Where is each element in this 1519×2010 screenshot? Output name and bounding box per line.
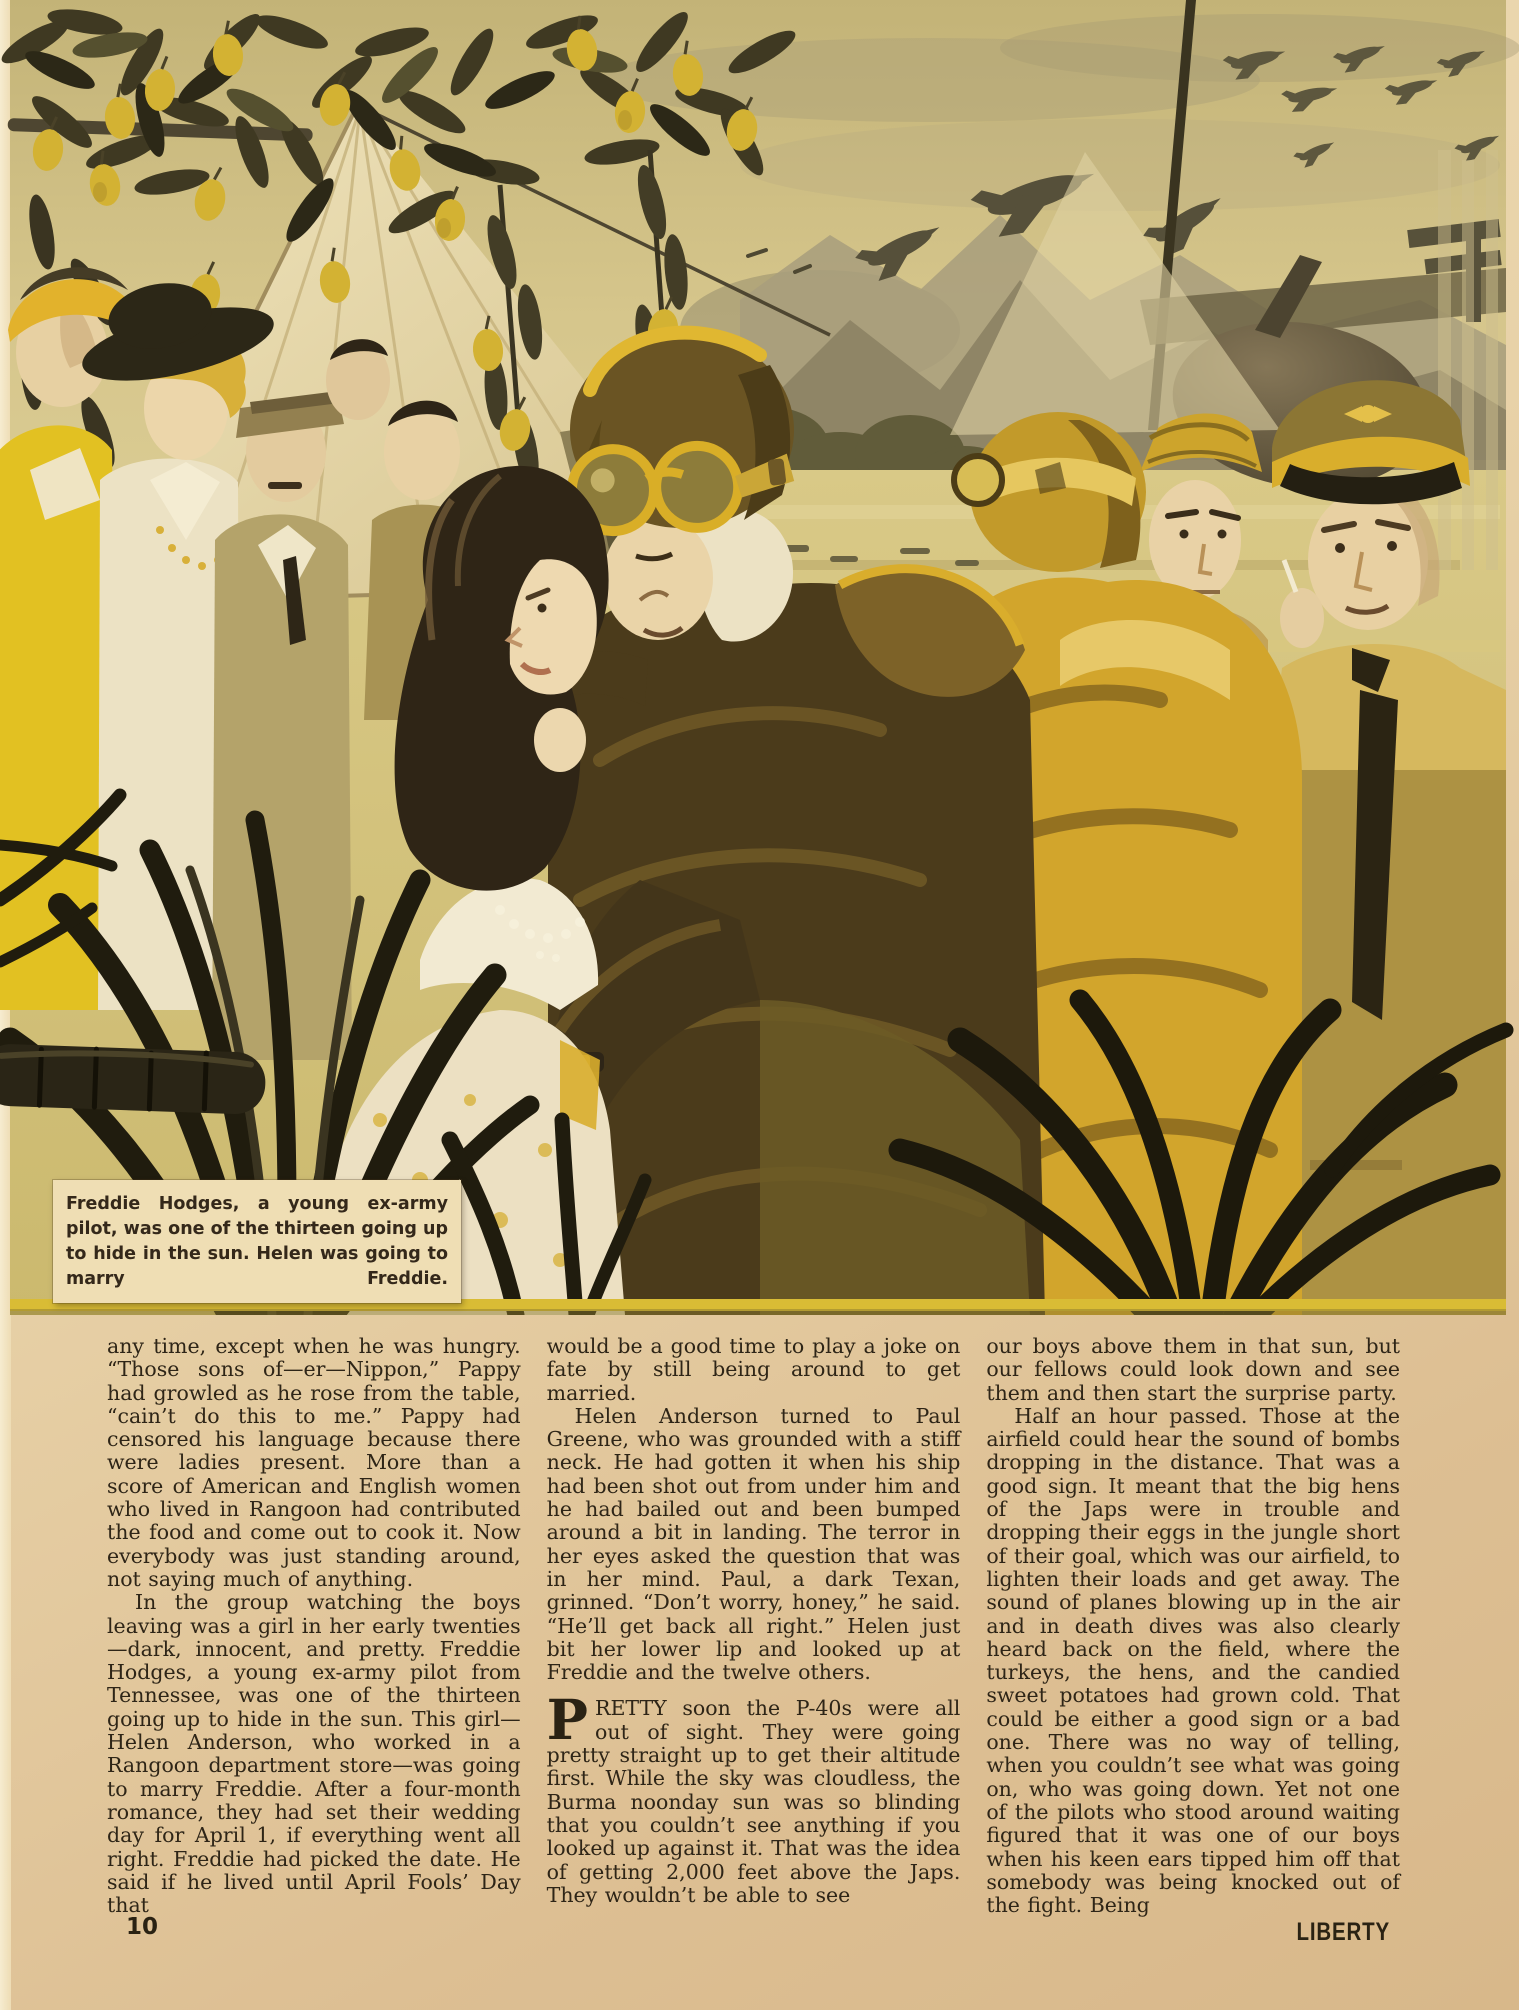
paragraph: In the group watching the boys leaving was a girl in her early twenties—dark, innocent, and pretty. Freddie Hodges, a young ex-army pilot from Tennessee, was one of the thirteen going up to hide in the sun. This girl—Helen Anderson, who worked in a Rangoon department store—was going to marry Freddie. After a four-month romance, they had set their wedding day for April 1, if everything went all right. Freddie had picked the date. He said if he lived until April Fools’ Day that <box>107 1590 521 1918</box>
paragraph: our boys above them in that sun, but our fellows could look down and see them and then start the surprise party. <box>986 1334 1401 1405</box>
article-column-3 <box>986 1335 1400 1917</box>
drop-cap: P <box>546 1687 589 1753</box>
page-number: 10 <box>126 1914 159 1940</box>
paragraph: Half an hour passed. Those at the airfield could hear the sound of bombs dropping in the distance. That was a good sign. It meant that the big hens of the Japs were in trouble and dropping their eggs in the jungle short of their goal, which was our airfield, to lighten their loads and get away. The sound of planes blowing up in the air and in death dives was also clearly heard back on the field, where the turkeys, the hens, and the candied sweet potatoes had grown cold. That could be either a good sign or a bad one. There was no way of telling, when you couldn’t see what was going on, who was going down. Yet not one of the pilots who stood around waiting figured that it was one of our boys when his keen ears tipped him off that somebody was being knocked out of the fight. Being <box>986 1403 1401 1918</box>
article-column-2 <box>547 1335 961 1917</box>
article-column-1 <box>107 1335 521 1917</box>
paragraph: Helen Anderson turned to Paul Greene, who was grounded with a stiff neck. He had gotten it when his ship had been shot out from under him and he had bailed out and been bumped around a bit in landing. The terror in her eyes asked the question that was in her mind. Paul, a dark Texan, grinned. “Don’t worry, honey,” he said. “He’ll get back all right.” Helen just bit her lower lip and looked up at Freddie and the twelve others. <box>546 1403 961 1685</box>
paragraph-dropcap <box>546 1687 961 1907</box>
paragraph-text: RETTY soon the P-40s were all out of sight. They were going pretty straight up to get their altitude first. While the sky was cloudless, the Burma noonday sun was so blinding that you couldn’t see anything if you looked up against it. That was the idea of getting 2,000 feet above the Japs. They wouldn’t be able to see <box>546 1696 961 1907</box>
log-pile <box>0 1043 266 1115</box>
article-body <box>107 1335 1400 1917</box>
paragraph: would be a good time to play a joke on fate by still being around to get married. <box>546 1334 961 1405</box>
illustration-caption: Freddie Hodges, a young ex-army pilot, was one of the thirteen going up to hide in the sun. Helen was going to marry Freddie. <box>53 1180 461 1303</box>
paragraph: any time, except when he was hungry. “Those sons of—er—Nippon,” Pappy had growled as he rose from the table, “cain’t do this to me.” Pappy had censored his language because there were ladies present. More than a score of American and English women who lived in Rangoon had contributed the food and come out to cook it. Now everybody was just standing around, not saying much of anything. <box>107 1334 521 1591</box>
magazine-brand: LIBERTY <box>1296 1918 1390 1946</box>
